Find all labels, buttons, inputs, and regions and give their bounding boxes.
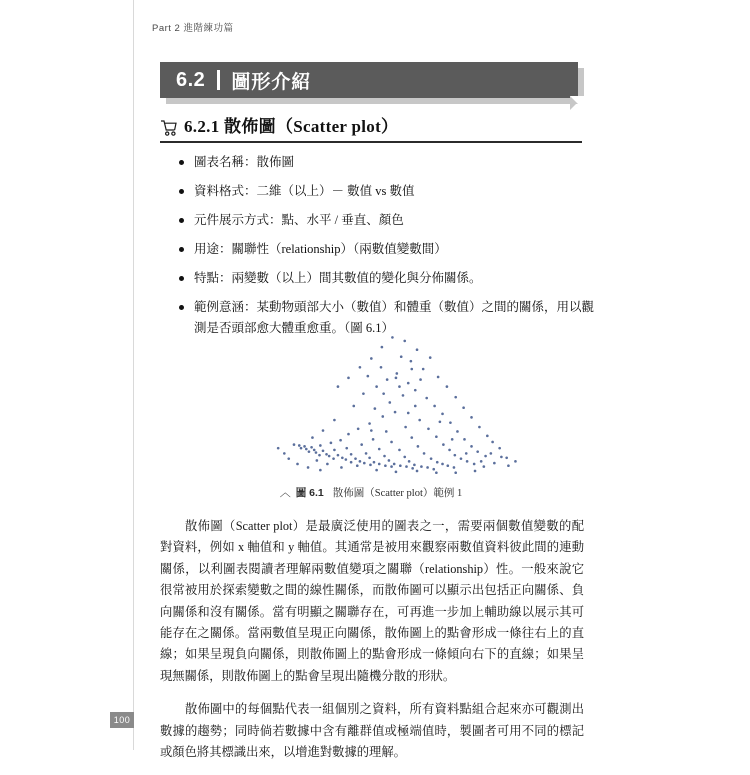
scatter-point bbox=[416, 470, 419, 473]
scatter-point bbox=[345, 447, 348, 450]
scatter-point bbox=[426, 466, 429, 469]
subsection-underline bbox=[160, 141, 582, 143]
scatter-point bbox=[372, 438, 375, 441]
scatter-point bbox=[390, 465, 393, 468]
scatter-point bbox=[359, 460, 362, 463]
scatter-point bbox=[354, 457, 357, 460]
scatter-point bbox=[390, 441, 393, 444]
scatter-point bbox=[322, 449, 325, 452]
scatter-point bbox=[308, 450, 311, 453]
scatter-point bbox=[370, 357, 373, 360]
caret-icon: ︿ bbox=[279, 487, 291, 499]
scatter-point bbox=[398, 385, 401, 388]
scatter-point bbox=[439, 420, 442, 423]
scatter-point bbox=[422, 368, 425, 371]
page-number-folio: 100 bbox=[110, 712, 134, 728]
scatter-point bbox=[410, 436, 413, 439]
scatter-point bbox=[413, 464, 416, 467]
scatter-point bbox=[454, 471, 457, 474]
scatter-point bbox=[386, 378, 389, 381]
scatter-point bbox=[347, 433, 350, 436]
scatter-point bbox=[316, 459, 319, 462]
scatter-point bbox=[463, 438, 466, 441]
scatter-point bbox=[326, 463, 329, 466]
scatter-point bbox=[395, 377, 398, 380]
scatter-point bbox=[419, 378, 422, 381]
scatter-point bbox=[296, 463, 299, 466]
scatter-point bbox=[322, 429, 325, 432]
scatter-point bbox=[357, 427, 360, 430]
scatter-point bbox=[337, 385, 340, 388]
scatter-point bbox=[339, 439, 342, 442]
scatter-point bbox=[474, 470, 477, 473]
scatter-point bbox=[410, 368, 413, 371]
figure-number: 圖 6.1 bbox=[295, 487, 324, 499]
scatter-point bbox=[414, 405, 417, 408]
scatter-point bbox=[398, 449, 401, 452]
scatter-point bbox=[480, 460, 483, 463]
scatter-point bbox=[333, 419, 336, 422]
scatter-point bbox=[391, 336, 394, 339]
paragraph: 散佈圖中的每個點代表一組個別之資料，所有資料點組合起來亦可觀測出數據的趨勢；同時倘若數據中含有離群值或極端值時，製圖者可用不同的標記或顏色將其標識出來，以增進對數據的理解。 bbox=[160, 702, 584, 760]
scatter-point bbox=[388, 459, 391, 462]
scatter-point bbox=[425, 397, 428, 400]
scatter-point bbox=[375, 469, 378, 472]
scatter-point bbox=[363, 462, 366, 465]
scatter-point bbox=[332, 457, 335, 460]
scatter-point bbox=[345, 458, 348, 461]
scatter-point bbox=[435, 435, 438, 438]
scatter-point bbox=[350, 453, 353, 456]
scatter-point bbox=[380, 366, 383, 369]
scatter-point bbox=[396, 372, 399, 375]
scatter-point bbox=[341, 456, 344, 459]
scatter-point bbox=[441, 463, 444, 466]
scatter-point bbox=[435, 471, 438, 474]
scatter-point bbox=[381, 346, 384, 349]
scatter-point bbox=[388, 401, 391, 404]
scatter-point bbox=[374, 407, 377, 410]
scatter-point bbox=[378, 463, 381, 466]
scatter-point bbox=[423, 452, 426, 455]
scatter-point bbox=[375, 385, 378, 388]
scatter-point bbox=[384, 464, 387, 467]
scatter-point bbox=[305, 448, 308, 451]
scatter-point bbox=[407, 412, 410, 415]
scatter-point bbox=[448, 449, 451, 452]
scatter-point bbox=[420, 465, 423, 468]
scatter-point bbox=[451, 438, 454, 441]
scatter-point bbox=[473, 463, 476, 466]
scatter-point bbox=[410, 360, 413, 363]
scatter-point bbox=[287, 457, 290, 460]
scatter-point bbox=[307, 466, 310, 469]
scatter-point bbox=[303, 445, 306, 448]
scatter-point bbox=[319, 444, 322, 447]
scatter-point bbox=[491, 441, 494, 444]
scatter-point bbox=[514, 460, 517, 463]
scatter-point bbox=[318, 454, 321, 457]
scatter-point bbox=[378, 448, 381, 451]
scatter-point bbox=[486, 435, 489, 438]
scatter-point bbox=[381, 415, 384, 418]
scatter-point bbox=[404, 426, 407, 429]
scatter-point bbox=[315, 451, 318, 454]
section-title: 圖形介紹 bbox=[231, 71, 312, 93]
section-banner bbox=[160, 62, 578, 98]
figure-caption-text: 散佈圖（Scatter plot）範例 1 bbox=[332, 488, 463, 499]
scatter-point bbox=[407, 382, 410, 385]
scatter-point bbox=[470, 416, 473, 419]
scatter-point bbox=[490, 452, 493, 455]
scatter-point bbox=[483, 465, 486, 468]
scatter-point bbox=[382, 392, 385, 395]
scatter-point bbox=[430, 457, 433, 460]
scatter-point bbox=[416, 348, 419, 351]
scatter-point bbox=[313, 449, 316, 452]
scatter-point bbox=[433, 405, 436, 408]
scatter-point bbox=[293, 443, 296, 446]
scatter-point bbox=[460, 457, 463, 460]
scatter-point bbox=[456, 430, 459, 433]
scatter-point bbox=[402, 394, 405, 397]
scatter-point bbox=[478, 426, 481, 429]
subsection-heading bbox=[160, 118, 590, 137]
scatter-point bbox=[300, 447, 303, 450]
scatter-point bbox=[454, 454, 457, 457]
scatter-point bbox=[414, 389, 417, 392]
scatter-point bbox=[446, 464, 449, 467]
list-item: 特點：兩變數（以上）間其數值的變化與分佈關係。 bbox=[176, 268, 596, 289]
scatter-point bbox=[462, 406, 465, 409]
scatter-point bbox=[441, 413, 444, 416]
list-item: 圖表名稱：散佈圖 bbox=[176, 152, 596, 173]
banner-corner-fold bbox=[570, 96, 584, 110]
scatter-point bbox=[368, 422, 371, 425]
scatter-point bbox=[370, 429, 373, 432]
scatter-point bbox=[453, 466, 456, 469]
list-item: 資料格式：二維（以上）－ 數值 vs 數值 bbox=[176, 181, 596, 202]
scatter-point bbox=[417, 445, 420, 448]
section-number: 6.2 bbox=[176, 68, 206, 91]
scatter-point bbox=[470, 445, 473, 448]
scatter-point bbox=[385, 430, 388, 433]
banner-divider bbox=[217, 70, 220, 90]
scatter-point bbox=[411, 467, 414, 470]
scatter-point bbox=[507, 464, 510, 467]
banner-main bbox=[160, 62, 578, 98]
scatter-point bbox=[500, 456, 503, 459]
scatter-point bbox=[454, 396, 457, 399]
scatter-point bbox=[311, 436, 314, 439]
scatter-point bbox=[347, 377, 350, 380]
body-copy bbox=[160, 516, 584, 775]
scatter-point bbox=[359, 366, 362, 369]
scatter-point bbox=[498, 447, 501, 450]
scatter-point bbox=[466, 460, 469, 463]
scatter-point bbox=[493, 462, 496, 465]
scatter-point bbox=[393, 463, 396, 466]
scatter-point bbox=[328, 455, 331, 458]
scatter-point bbox=[442, 443, 445, 446]
list-item: 範例意涵：某動物頭部大小（數值）和體重（數值）之間的關係，用以觀測是否頭部愈大體重愈重。（圖 6.1） bbox=[176, 297, 596, 339]
page-left-rule bbox=[133, 0, 134, 750]
cart-icon bbox=[160, 119, 177, 137]
subsection-title: 6.2.1 散佈圖（Scatter plot） bbox=[184, 117, 399, 136]
list-item: 元件展示方式：點、水平 / 垂直、顏色 bbox=[176, 210, 596, 231]
scatter-point bbox=[395, 471, 398, 474]
scatter-point bbox=[283, 452, 286, 455]
scatter-point bbox=[436, 461, 439, 464]
scatter-point bbox=[319, 469, 322, 472]
scatter-point bbox=[337, 454, 340, 457]
scatter-point bbox=[352, 405, 355, 408]
scatter-point bbox=[449, 421, 452, 424]
scatter-point bbox=[350, 461, 353, 464]
scatter-point bbox=[325, 453, 328, 456]
scatter-point bbox=[365, 452, 368, 455]
scatter-point bbox=[484, 455, 487, 458]
scatter-point bbox=[465, 452, 468, 455]
scatter-point bbox=[429, 356, 432, 359]
scatter-point bbox=[394, 411, 397, 414]
scatter-point bbox=[446, 385, 449, 388]
scatter-plot-figure bbox=[236, 316, 526, 476]
paragraph: 散佈圖（Scatter plot）是最廣泛使用的圖表之一，需要兩個數值變數的配對資料，例如 x 軸值和 y 軸值。其通常是被用來觀察兩數值資料彼此間的連動關係，以利圖表閱讀者理解兩數值變項之關聯（relationship）性。一般來說它很常被用於探索變數之間的線性關係，而散佈圖可以顯示出包括正向關係、負向關係和沒有關係。當有明顯之關聯存在，可再進一步加上輔助線以展示其可能存在之關係。當兩數值呈現正向關係，散佈圖上的點會形成一條往右上的直線；如果呈現負向關係，則散佈圖上的點會形成一條傾向右下的直線；如果呈現無關係，則散佈圖上的點會呈現出隨機分散的形狀。 bbox=[160, 519, 584, 683]
scatter-point bbox=[403, 340, 406, 343]
running-header: Part 2 進階練功篇 bbox=[152, 23, 234, 34]
scatter-point bbox=[330, 442, 333, 445]
scatter-point bbox=[405, 465, 408, 468]
scatter-point bbox=[505, 456, 508, 459]
scatter-point bbox=[369, 464, 372, 467]
scatter-point bbox=[418, 419, 421, 422]
scatter-point bbox=[399, 464, 402, 467]
scatter-plot-canvas bbox=[236, 316, 526, 488]
scatter-point bbox=[400, 355, 403, 358]
scatter-point bbox=[437, 376, 440, 379]
scatter-point bbox=[373, 461, 376, 464]
scatter-point bbox=[427, 427, 430, 430]
scatter-point bbox=[383, 455, 386, 458]
scatter-point bbox=[408, 460, 411, 463]
scatter-point bbox=[333, 449, 336, 452]
figure-caption bbox=[160, 484, 582, 500]
scatter-point bbox=[277, 447, 280, 450]
scatter-point bbox=[298, 444, 301, 447]
scatter-point bbox=[476, 450, 479, 453]
scatter-point bbox=[403, 456, 406, 459]
scatter-point bbox=[356, 464, 359, 467]
scatter-point bbox=[367, 375, 370, 378]
scatter-point bbox=[362, 392, 365, 395]
scatter-point bbox=[310, 446, 313, 449]
scatter-point bbox=[360, 443, 363, 446]
scatter-point bbox=[368, 456, 371, 459]
scatter-point bbox=[340, 466, 343, 469]
list-item: 用途：關聯性（relationship）（兩數值變數間） bbox=[176, 239, 596, 260]
scatter-point bbox=[432, 468, 435, 471]
